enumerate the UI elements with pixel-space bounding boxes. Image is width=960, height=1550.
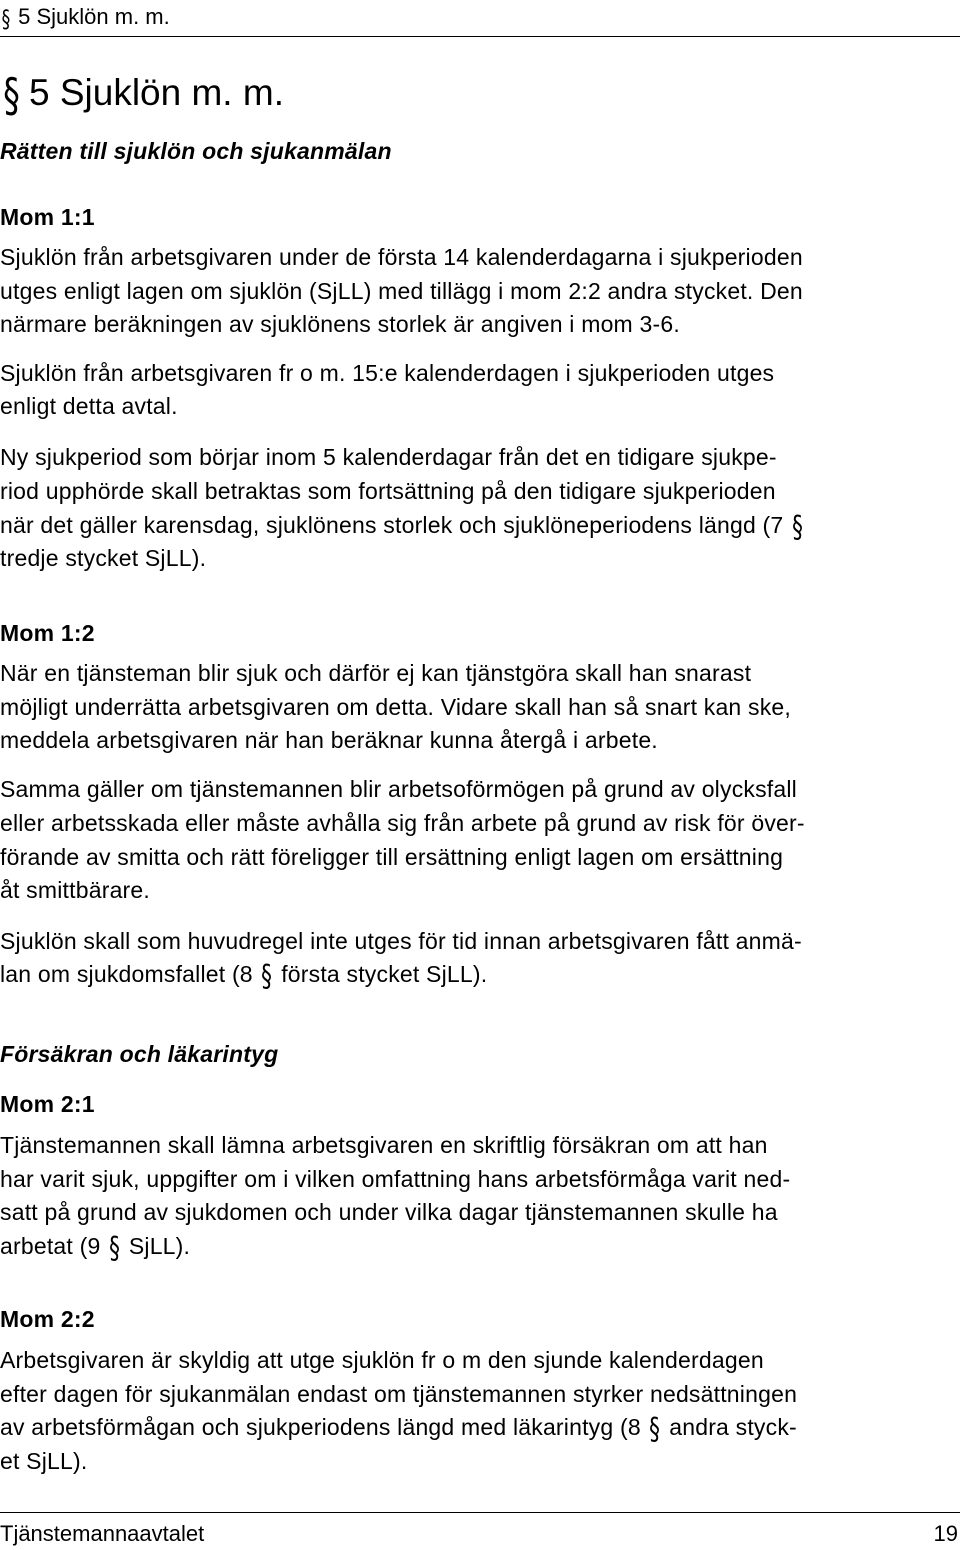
section-sign-icon: § <box>792 510 804 545</box>
paragraph-line: förande av smitta och rätt föreligger till ersättning enligt lagen om ersättning <box>0 844 784 870</box>
paragraph-line: riod upphörde skall betraktas som fortsättning på den tidigare sjukperioden <box>0 478 776 504</box>
paragraph-line: meddela arbetsgivaren när han beräknar kunna återgå i arbete. <box>0 727 658 753</box>
paragraph-line: möjligt underrätta arbetsgivaren om detta. Vidare skall han så snart kan ske, <box>0 694 791 720</box>
paragraph-line: Ny sjukperiod som börjar inom 5 kalenderdagar från det en tidigare sjukpe- <box>0 444 777 470</box>
paragraph-text: första stycket SjLL). <box>281 961 488 987</box>
paragraph-line: Sjuklön från arbetsgivaren fr o m. 15:e kalenderdagen i sjukperioden utges <box>0 360 775 386</box>
paragraph-line: eller arbetsskada eller måste avhålla sig från arbete på grund av risk för över- <box>0 810 805 836</box>
paragraph-line <box>0 508 805 545</box>
section-heading-sick-pay: Rätten till sjuklön och sjukanmälan <box>0 138 392 164</box>
paragraph-line <box>0 1229 191 1266</box>
paragraph-text: lan om sjukdomsfallet (8 <box>0 961 253 987</box>
footer-document-title: Tjänstemannaavtalet <box>0 1521 205 1546</box>
section-heading-declaration: Försäkran och läkarintyg <box>0 1041 279 1067</box>
mom-1-2-label: Mom 1:2 <box>0 620 95 646</box>
footer-rule <box>0 1512 960 1513</box>
paragraph-line: satt på grund av sjukdomen och under vilka dagar tjänstemannen skulle ha <box>0 1199 778 1225</box>
chapter-title-text: 5 Sjuklön m. m. <box>29 72 284 113</box>
paragraph-text: arbetat (9 <box>0 1233 101 1259</box>
paragraph-text: när det gäller karensdag, sjuklönens storlek och sjuklöneperiodens längd (7 <box>0 512 784 538</box>
paragraph-text: av arbetsförmågan och sjukperiodens längd med läkarintyg (8 <box>0 1414 641 1440</box>
mom-2-2-label: Mom 2:2 <box>0 1306 95 1332</box>
paragraph-line: åt smittbärare. <box>0 877 150 903</box>
running-header-title: 5 Sjuklön m. m. <box>18 4 170 29</box>
paragraph-line: tredje stycket SjLL). <box>0 545 207 571</box>
section-sign-icon: § <box>3 68 20 122</box>
paragraph-text: SjLL). <box>128 1233 191 1259</box>
paragraph-line: efter dagen för sjukanmälan endast om tjänstemannen styrker nedsättningen <box>0 1381 798 1407</box>
section-sign-icon: § <box>261 959 273 994</box>
paragraph-line: utges enligt lagen om sjuklön (SjLL) med tillägg i mom 2:2 andra stycket. Den <box>0 278 803 304</box>
paragraph-line: När en tjänsteman blir sjuk och därför ej kan tjänstgöra skall han snarast <box>0 660 752 686</box>
paragraph-line: enligt detta avtal. <box>0 393 178 419</box>
paragraph-line: Samma gäller om tjänstemannen blir arbetsoförmögen på grund av olycksfall <box>0 776 797 802</box>
header-rule <box>0 36 960 37</box>
paragraph-line: närmare beräkningen av sjuklönens storlek är angiven i mom 3-6. <box>0 311 680 337</box>
chapter-title <box>0 66 284 122</box>
paragraph-line: Arbetsgivaren är skyldig att utge sjuklön fr o m den sjunde kalenderdagen <box>0 1347 764 1373</box>
section-sign-icon: § <box>1 5 11 33</box>
paragraph-line <box>0 1410 797 1447</box>
paragraph-line <box>0 957 488 994</box>
paragraph-line: Sjuklön från arbetsgivaren under de första 14 kalenderdagarna i sjukperioden <box>0 244 803 270</box>
mom-1-1-label: Mom 1:1 <box>0 204 95 230</box>
section-sign-icon: § <box>649 1412 661 1447</box>
paragraph-line: har varit sjuk, uppgifter om i vilken omfattning hans arbetsförmåga varit ned- <box>0 1166 791 1192</box>
mom-2-1-label: Mom 2:1 <box>0 1091 95 1117</box>
paragraph-line: et SjLL). <box>0 1448 88 1474</box>
running-header <box>0 2 170 32</box>
page-number: 19 <box>933 1521 958 1546</box>
paragraph-text: andra styck- <box>669 1414 797 1440</box>
paragraph-line: Tjänstemannen skall lämna arbetsgivaren en skriftlig försäkran om att han <box>0 1132 768 1158</box>
paragraph-line: Sjuklön skall som huvudregel inte utges för tid innan arbetsgivaren fått anmä- <box>0 928 802 954</box>
section-sign-icon: § <box>109 1231 121 1266</box>
